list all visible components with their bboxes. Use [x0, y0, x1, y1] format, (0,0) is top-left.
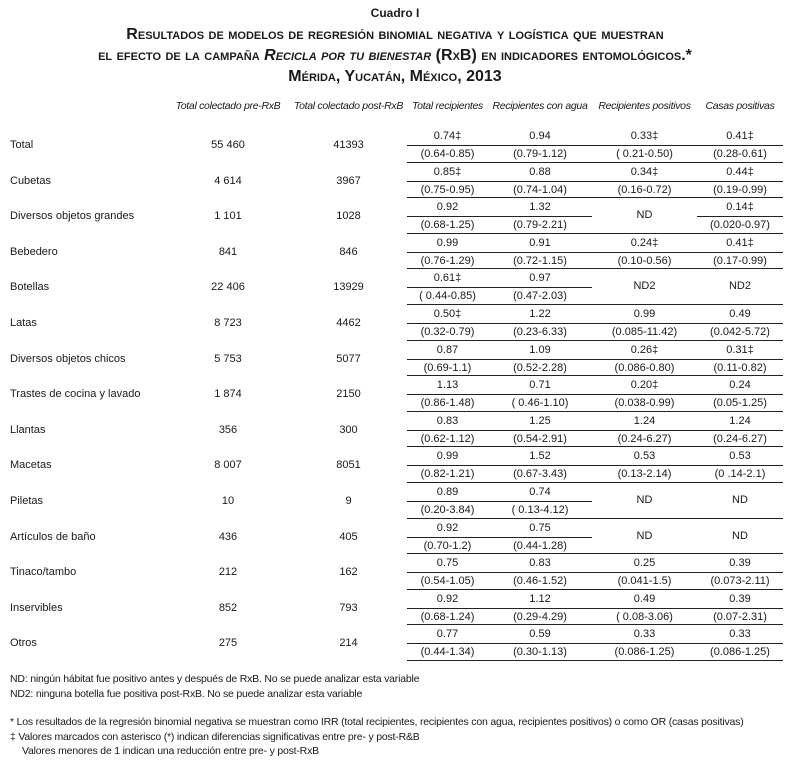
estimate-cell — [592, 483, 697, 519]
pre-count: 8 007 — [214, 459, 242, 472]
estimate-value: 0.91 — [488, 235, 592, 253]
table-row — [0, 554, 790, 590]
footnotes — [10, 672, 790, 759]
post-count: 300 — [339, 423, 358, 436]
not-determined: ND — [636, 529, 653, 542]
estimate-cell — [592, 198, 697, 234]
estimate-value: 0.39 — [697, 591, 783, 609]
estimate-value: 0.83 — [407, 413, 488, 431]
estimate-value: 0.24‡ — [592, 235, 697, 253]
confidence-interval: (0.62-1.12) — [420, 432, 475, 445]
estimate-cell — [488, 447, 592, 483]
estimate-cell — [488, 269, 592, 305]
estimate-value: 1.22 — [488, 306, 592, 324]
estimate-value: 0.53 — [592, 448, 697, 466]
estimate-cell — [697, 127, 783, 163]
row-divider — [407, 660, 783, 661]
estimate-cell — [407, 412, 488, 448]
table-row — [0, 447, 790, 483]
estimate-cell — [697, 341, 783, 377]
table-number: Cuadro I — [370, 6, 420, 20]
post-count: 214 — [339, 637, 358, 650]
confidence-interval: (0.76-1.29) — [420, 254, 475, 267]
table-row — [0, 198, 790, 234]
estimate-value: 1.24 — [697, 413, 783, 431]
post-count: 793 — [339, 601, 358, 614]
estimate-value: 0.34‡ — [592, 164, 697, 182]
pre-count: 5 753 — [214, 352, 242, 365]
post-count: 13929 — [333, 281, 364, 294]
title-text: (RxB) en indicadores entomológicos.* — [431, 47, 692, 64]
confidence-interval: (0.44-1.34) — [420, 646, 475, 659]
estimate-cell — [697, 447, 783, 483]
estimate-cell — [697, 269, 783, 305]
confidence-interval: (0.86-1.48) — [420, 397, 475, 410]
estimate-cell — [592, 341, 697, 377]
confidence-interval: (0.74-1.04) — [513, 183, 567, 196]
pre-count: 1 101 — [214, 210, 242, 223]
estimate-cell — [407, 341, 488, 377]
pre-count: 275 — [218, 637, 238, 650]
confidence-interval: (0.086-1.25) — [710, 646, 770, 659]
estimate-cell — [488, 590, 592, 626]
confidence-interval: ( 0.44-0.85) — [419, 290, 476, 303]
table-row — [0, 483, 790, 519]
estimate-cell — [592, 519, 697, 555]
post-count: 162 — [339, 566, 358, 579]
confidence-interval: (0.038-0.99) — [614, 397, 675, 410]
estimate-cell — [697, 625, 783, 661]
estimate-value: 0.33 — [592, 626, 697, 644]
post-count: 846 — [339, 245, 358, 258]
estimate-value: 0.97 — [488, 270, 592, 288]
estimate-value: 0.99 — [592, 306, 697, 324]
estimate-value: 0.41‡ — [697, 235, 783, 253]
confidence-interval: (0.28-0.61) — [713, 148, 767, 160]
estimate-cell — [407, 305, 488, 341]
row-label: Diversos objetos chicos — [10, 352, 126, 365]
estimate-cell — [407, 554, 488, 590]
confidence-interval: (0.82-1.21) — [420, 468, 475, 481]
confidence-interval: (0.042-5.72) — [710, 325, 770, 338]
confidence-interval: ( 0.08-3.06) — [616, 610, 673, 623]
estimate-value: 0.61‡ — [407, 270, 488, 288]
confidence-interval: ( 0.13-4.12) — [511, 503, 569, 516]
pre-count: 8 723 — [214, 316, 242, 329]
row-label: Botellas — [10, 281, 50, 294]
not-determined: ND — [636, 209, 653, 222]
estimate-value: 0.31‡ — [697, 342, 783, 360]
confidence-interval: (0.54-1.05) — [420, 575, 475, 588]
pre-count: 852 — [218, 601, 238, 614]
pre-count: 841 — [218, 245, 238, 258]
post-count: 5077 — [336, 352, 361, 365]
confidence-interval: (0.64-0.85) — [420, 148, 475, 160]
confidence-interval: (0.020-0.97) — [710, 219, 770, 232]
estimate-cell — [697, 305, 783, 341]
row-label: Total — [10, 139, 34, 151]
confidence-interval: (0.68-1.24) — [420, 610, 475, 623]
table-row — [0, 163, 790, 199]
table-row — [0, 341, 790, 377]
estimate-cell — [592, 625, 697, 661]
confidence-interval: (0.44-1.28) — [513, 539, 567, 552]
estimate-value: 0.59 — [488, 626, 592, 644]
estimate-value: 0.25 — [592, 555, 697, 573]
estimate-value: 0.74 — [488, 484, 592, 502]
post-count: 4462 — [336, 316, 361, 329]
estimate-cell — [592, 163, 697, 199]
title-line-3: Mérida, Yucatán, México, 2013 — [288, 68, 502, 85]
estimate-cell — [407, 625, 488, 661]
note-reduction: Valores menores de 1 indican una reducción entre pre- y post-RxB — [22, 745, 319, 757]
estimate-cell — [407, 376, 488, 412]
estimate-cell — [592, 305, 697, 341]
confidence-interval: (0 .14-2.1) — [714, 468, 766, 481]
row-label: Tinaco/tambo — [10, 566, 77, 579]
confidence-interval: (0.16-0.72) — [617, 183, 672, 196]
confidence-interval: (0.29-4.29) — [513, 610, 567, 623]
confidence-interval: (0.72-1.15) — [513, 254, 567, 267]
table-row — [0, 269, 790, 305]
estimate-cell — [407, 163, 488, 199]
not-determined: ND2 — [728, 280, 751, 293]
confidence-interval: (0.47-2.03) — [513, 290, 567, 303]
estimate-value: 1.12 — [488, 591, 592, 609]
header-post: Total colectado post-RxB — [293, 100, 404, 112]
campaign-name: Recicla por tu bienestar — [264, 47, 432, 64]
pre-count: 55 460 — [211, 139, 245, 151]
estimate-value: 0.26‡ — [592, 342, 697, 360]
estimate-value: 0.44‡ — [697, 164, 783, 182]
confidence-interval: (0.085-11.42) — [611, 325, 678, 338]
post-count: 41393 — [333, 139, 364, 151]
estimate-value: 0.99 — [407, 448, 488, 466]
estimate-cell — [697, 163, 783, 199]
estimate-value: 0.24 — [697, 377, 783, 395]
confidence-interval: ( 0.46-1.10) — [511, 397, 569, 410]
estimate-cell — [407, 447, 488, 483]
estimate-cell — [592, 554, 697, 590]
estimate-value: 0.33 — [697, 626, 783, 644]
confidence-interval: (0.10-0.56) — [617, 254, 672, 267]
confidence-interval: (0.041-1.5) — [617, 575, 672, 588]
estimate-cell — [407, 127, 488, 163]
not-determined: ND — [636, 493, 653, 506]
post-count: 3967 — [336, 174, 361, 187]
estimate-cell — [407, 198, 488, 234]
estimate-value: 0.77 — [407, 626, 488, 644]
estimate-cell — [488, 412, 592, 448]
table-row — [0, 127, 790, 163]
estimate-cell — [488, 127, 592, 163]
confidence-interval: (0.70-1.2) — [423, 539, 472, 552]
estimate-cell — [697, 483, 783, 519]
pre-count: 436 — [218, 530, 238, 543]
confidence-interval: (0.32-0.79) — [420, 325, 475, 338]
confidence-interval: (0.69-1.1) — [423, 361, 472, 374]
confidence-interval: (0.086-0.80) — [614, 361, 675, 374]
estimate-value: 0.50‡ — [407, 306, 488, 324]
estimate-value: 0.39 — [697, 555, 783, 573]
table-row — [0, 305, 790, 341]
table-row — [0, 625, 790, 661]
estimate-value: 0.88 — [488, 164, 592, 182]
confidence-interval: (0.07-2.31) — [713, 610, 767, 623]
post-count: 8051 — [336, 459, 361, 472]
estimate-cell — [407, 519, 488, 555]
confidence-interval: (0.30-1.13) — [513, 646, 567, 659]
estimate-cell — [697, 590, 783, 626]
estimate-value: 1.32 — [488, 199, 592, 217]
row-label: Otros — [10, 637, 37, 650]
post-count: 1028 — [336, 210, 361, 223]
estimate-cell — [488, 305, 592, 341]
estimate-cell — [697, 519, 783, 555]
confidence-interval: (0.19-0.99) — [713, 183, 767, 196]
estimate-value: 0.89 — [407, 484, 488, 502]
confidence-interval: (0.67-3.43) — [513, 468, 567, 481]
header-recipientes-positivos: Recipientes positivos — [598, 100, 691, 112]
estimate-cell — [488, 198, 592, 234]
note-dagger: ‡ Valores marcados con asterisco (*) indican diferencias significativas entre pre- y post-R&B — [10, 730, 420, 743]
pre-count: 1 874 — [214, 388, 242, 401]
note-nd: ND: ningún hábitat fue positivo antes y después de RxB. No se puede analizar esta variable — [10, 673, 420, 685]
estimate-value: 0.92 — [407, 199, 488, 217]
table-row — [0, 234, 790, 270]
header-total-recipientes: Total recipientes — [412, 100, 483, 112]
title-line-2 — [0, 45, 790, 66]
confidence-interval: (0.20-3.84) — [420, 503, 475, 516]
estimate-cell — [697, 412, 783, 448]
estimate-cell — [697, 198, 783, 234]
confidence-interval: (0.17-0.99) — [713, 254, 767, 267]
confidence-interval: (0.52-2.28) — [513, 361, 567, 374]
row-label: Inservibles — [10, 601, 63, 614]
confidence-interval: (0.23-6.33) — [513, 325, 567, 338]
estimate-value: 0.14‡ — [697, 199, 783, 217]
row-label: Cubetas — [10, 174, 51, 187]
estimate-cell — [592, 590, 697, 626]
estimate-value: 0.41‡ — [697, 128, 783, 146]
pre-count: 4 614 — [214, 174, 242, 187]
pre-count: 356 — [218, 423, 238, 436]
estimate-value: 0.92 — [407, 520, 488, 538]
table-body — [0, 127, 790, 661]
table-row — [0, 519, 790, 555]
estimate-value: 0.92 — [407, 591, 488, 609]
estimate-value: 0.75 — [488, 520, 592, 538]
note-asterisk: * Los resultados de la regresión binomial negativa se muestran como IRR (total recipientes, recipientes con agua, recipientes positivos) o como OR (casas positivas) — [10, 716, 744, 728]
estimate-value: 0.87 — [407, 342, 488, 360]
estimate-cell — [488, 483, 592, 519]
estimate-value: 1.09 — [488, 342, 592, 360]
estimate-value: 0.74‡ — [407, 128, 488, 146]
estimate-value: 0.49 — [592, 591, 697, 609]
confidence-interval: (0.68-1.25) — [420, 219, 475, 232]
row-label: Llantas — [10, 423, 46, 436]
post-count: 2150 — [336, 388, 361, 401]
estimate-value: 0.33‡ — [592, 128, 697, 146]
estimate-cell — [697, 234, 783, 270]
estimate-value: 0.94 — [488, 128, 592, 146]
confidence-interval: (0.54-2.91) — [513, 432, 567, 445]
post-count: 405 — [339, 530, 358, 543]
estimate-value: 1.52 — [488, 448, 592, 466]
table-row — [0, 590, 790, 626]
confidence-interval: (0.75-0.95) — [420, 183, 475, 196]
confidence-interval: (0.46-1.52) — [513, 575, 567, 588]
estimate-cell — [488, 163, 592, 199]
estimate-cell — [407, 234, 488, 270]
row-label: Trastes de cocina y lavado — [10, 388, 141, 401]
estimate-value: 0.20‡ — [592, 377, 697, 395]
estimate-cell — [488, 234, 592, 270]
pre-count: 212 — [218, 566, 238, 579]
header-casas-positivas: Casas positivas — [705, 100, 775, 112]
estimate-cell — [488, 376, 592, 412]
confidence-interval: (0.24-6.27) — [617, 432, 672, 445]
header-recipientes-agua: Recipientes con agua — [492, 100, 588, 112]
row-label: Piletas — [10, 494, 44, 507]
estimate-value: 0.83 — [488, 555, 592, 573]
estimate-value: 0.71 — [488, 377, 592, 395]
estimate-cell — [407, 269, 488, 305]
confidence-interval: (0.79-1.12) — [513, 148, 567, 160]
header-pre: Total colectado pre-RxB — [175, 100, 281, 112]
confidence-interval: (0.05-1.25) — [713, 397, 767, 410]
estimate-value: 0.99 — [407, 235, 488, 253]
pre-count: 22 406 — [211, 281, 245, 294]
note-nd2: ND2: ninguna botella fue positiva post-RxB. No se puede analizar esta variable — [10, 687, 363, 700]
estimate-cell — [488, 554, 592, 590]
confidence-interval: (0.79-2.21) — [513, 219, 567, 232]
not-determined: ND2 — [633, 280, 656, 293]
column-headers — [0, 100, 790, 116]
estimate-cell — [592, 447, 697, 483]
row-label: Diversos objetos grandes — [10, 210, 135, 223]
confidence-interval: (0.24-6.27) — [713, 432, 767, 445]
estimate-cell — [592, 127, 697, 163]
estimate-cell — [407, 483, 488, 519]
estimate-cell — [407, 590, 488, 626]
estimate-cell — [697, 554, 783, 590]
estimate-value: 0.85‡ — [407, 164, 488, 182]
table-title — [0, 24, 790, 87]
estimate-cell — [592, 234, 697, 270]
not-determined: ND — [732, 529, 748, 542]
confidence-interval: (0.11-0.82) — [713, 361, 767, 374]
estimate-cell — [488, 625, 592, 661]
estimate-value: 0.75 — [407, 555, 488, 573]
title-text: el efecto de la campaña — [98, 47, 265, 64]
confidence-interval: (0.086-1.25) — [614, 646, 675, 659]
not-determined: ND — [732, 493, 748, 506]
table-row — [0, 412, 790, 448]
estimate-value: 0.53 — [697, 448, 783, 466]
estimate-cell — [592, 412, 697, 448]
estimate-cell — [488, 341, 592, 377]
confidence-interval: (0.13-2.14) — [617, 468, 672, 481]
post-count: 9 — [345, 494, 352, 507]
estimate-cell — [592, 269, 697, 305]
table-row — [0, 376, 790, 412]
estimate-value: 1.13 — [407, 377, 488, 395]
estimate-value: 1.25 — [488, 413, 592, 431]
confidence-interval: (0.073-2.11) — [710, 575, 770, 588]
estimate-value: 0.49 — [697, 306, 783, 324]
estimate-cell — [592, 376, 697, 412]
row-label: Bebedero — [10, 245, 58, 258]
pre-count: 10 — [221, 494, 235, 507]
estimate-cell — [697, 376, 783, 412]
row-label: Artículos de baño — [10, 530, 96, 543]
confidence-interval: ( 0.21-0.50) — [616, 148, 673, 160]
row-label: Macetas — [10, 459, 52, 472]
estimate-cell — [488, 519, 592, 555]
row-label: Latas — [10, 316, 37, 329]
title-line-1: Resultados de modelos de regresión binomial negativa y logística que muestran — [126, 26, 664, 43]
estimate-value: 1.24 — [592, 413, 697, 431]
